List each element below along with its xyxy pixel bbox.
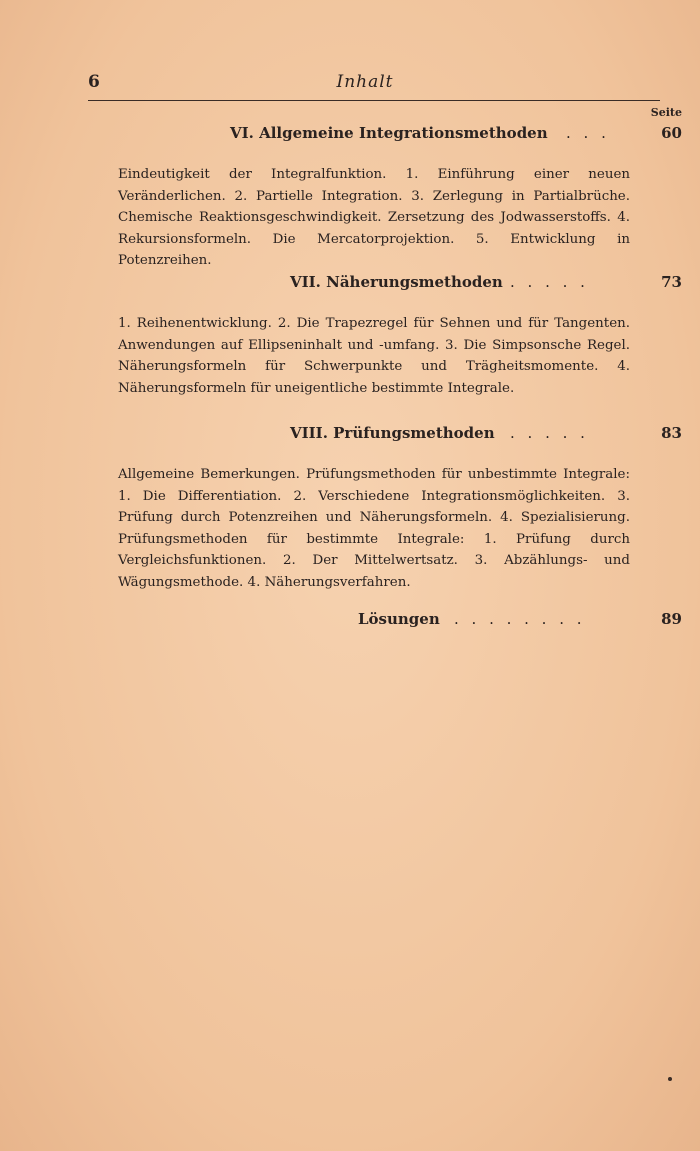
leader-dots: . . . . . <box>510 424 589 442</box>
toc-section-vi <box>118 124 682 272</box>
section-heading <box>118 124 682 150</box>
section-contents: Allgemeine Bemerkungen. Prüfungsmethoden für unbestimmte Integrale: 1. Die Differentiation. 2. Verschiedene Integrationsmöglichkeiten. 3. Prüfung durch Potenzreihen und Näherungsformeln. 4. Spezialisierung. Prüfungsmethoden für bestimmte Integrale: 1. Prüfung durch Vergleichsfunktionen. 2. Der Mittelwertsatz. 3. Abzählungs- und Wägungsmethode. 4. Näherungsverfahren. <box>118 467 630 590</box>
toc-section-vii <box>118 273 682 399</box>
section-title: VI. Allgemeine Integrationsmethoden <box>230 124 548 142</box>
leader-dots: . . . <box>566 124 610 142</box>
section-page-number: 60 <box>661 124 682 142</box>
leader-dots: . . . . . <box>510 273 589 291</box>
section-contents: Eindeutigkeit der Integralfunktion. 1. Einführung einer neuen Veränderlichen. 2. Partielle Integration. 3. Zerlegung in Partialbrüche. Chemische Reaktionsgeschwindigkeit. Zersetzung des Jodwasserstoffs. 4. Rekursionsformeln. Die Mercatorprojektion. 5. Entwicklung in Potenzreihen. <box>118 167 630 269</box>
page-column-label: Seite <box>650 106 682 119</box>
page-header <box>88 72 642 98</box>
toc-section-viii <box>118 424 682 594</box>
section-heading <box>118 424 682 450</box>
section-title: Lösungen <box>358 610 440 628</box>
page-number: 6 <box>88 72 100 92</box>
section-heading <box>118 273 682 299</box>
section-contents: 1. Reihenentwicklung. 2. Die Trapezregel für Sehnen und für Tangenten. Anwendungen auf Ellipseninhalt und -umfang. 3. Die Simpsonsche Regel. Näherungsformeln für Schwerpunkte und Trägheitsmomente. 4. Näherungsformeln für uneigentliche bestimmte Integrale. <box>118 316 630 396</box>
paper-spot <box>668 1077 672 1081</box>
section-title: VII. Näherungsmethoden <box>290 273 503 291</box>
section-page-number: 73 <box>661 273 682 291</box>
running-title: Inhalt <box>336 72 394 92</box>
section-title: VIII. Prüfungsmethoden <box>290 424 495 442</box>
section-heading <box>118 610 682 636</box>
section-page-number: 89 <box>661 610 682 628</box>
leader-dots: . . . . . . . . <box>454 610 586 628</box>
section-page-number: 83 <box>661 424 682 442</box>
toc-section-loesungen <box>118 610 682 636</box>
header-rule <box>88 100 660 101</box>
